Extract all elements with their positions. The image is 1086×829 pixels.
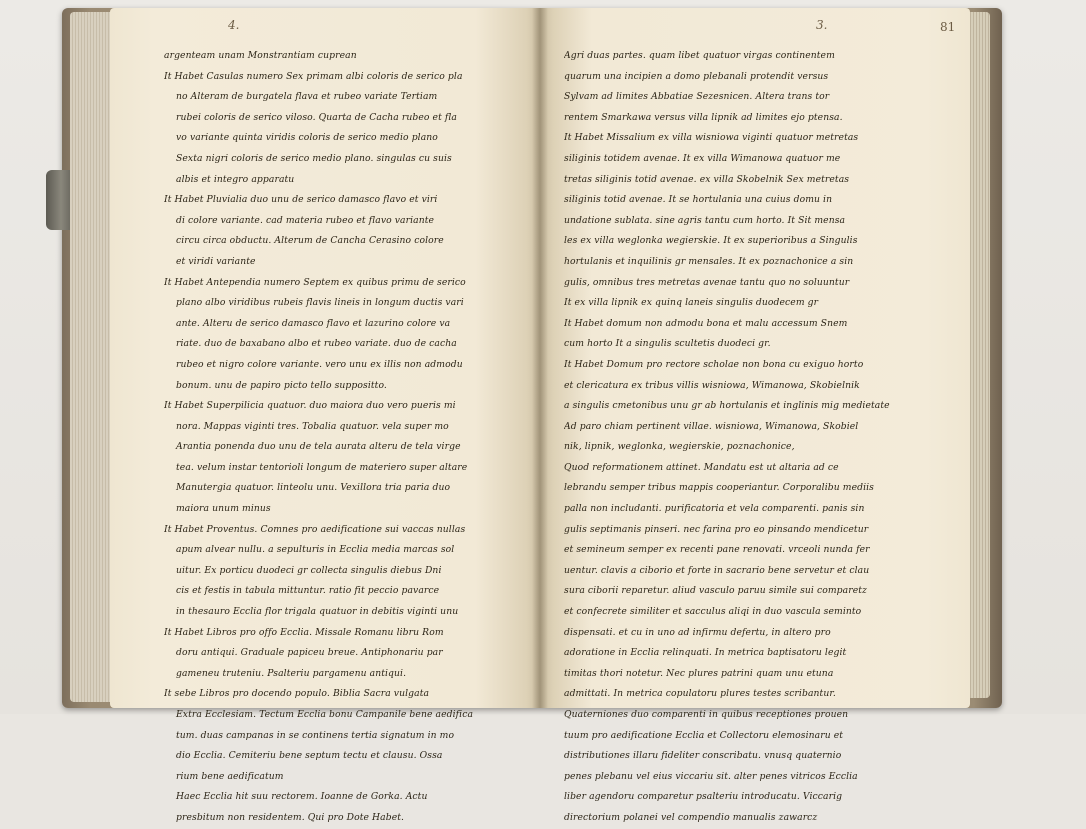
- manuscript-line: lebrandu semper tribus mappis cooperiantur. Corporalibu mediis: [564, 482, 874, 494]
- manuscript-line: rium bene aedificatum: [176, 770, 284, 782]
- manuscript-line: tum. duas campanas in se continens tertia signatum in mo: [176, 729, 455, 741]
- manuscript-line: rubeo et nigro colore variante. vero unu ex illis non admodu: [176, 358, 463, 370]
- manuscript-line: vo variante quinta viridis coloris de serico medio plano: [176, 132, 438, 144]
- manuscript-line: penes plebanu vel eius viccariu sit. alter penes vitricos Ecclia: [564, 770, 858, 782]
- manuscript-line: Ad paro chiam pertinent villae. wisniowa, Wimanowa, Skobiel: [564, 420, 859, 432]
- manuscript-line: tea. velum instar tentorioli longum de materiero super altare: [176, 461, 468, 473]
- manuscript-line: directorium polanei vel compendio manualis zawarcz: [564, 811, 818, 823]
- manuscript-line: uentur. clavis a ciborio et forte in sacrario bene servetur et clau: [564, 564, 870, 576]
- manuscript-line: ante. Alteru de serico damasco flavo et lazurino colore va: [176, 317, 451, 329]
- manuscript-line: gulis, omnibus tres metretas avenae tantu quo no soluuntur: [564, 276, 850, 288]
- manuscript-line: Sylvam ad limites Abbatiae Sezesnicen. Altera trans tor: [564, 91, 830, 103]
- manuscript-line: It Habet Superpilicia quatuor. duo maiora duo vero pueris mi: [164, 400, 456, 412]
- manuscript-line: Agri duas partes. quam libet quatuor virgas continentem: [564, 50, 835, 61]
- right-page-edges: [968, 12, 990, 698]
- manuscript-line: timitas thori notetur. Nec plures patrini quam unu etuna: [564, 667, 834, 679]
- manuscript-line: Extra Ecclesiam. Tectum Ecclia bonu Campanile bene aedifica: [176, 709, 474, 720]
- manuscript-line: a singulis cmetonibus unu gr ab hortulanis et inglinis mig medietate: [564, 400, 890, 412]
- manuscript-line: adoratione in Ecclia relinquati. In metrica baptisatoru legit: [564, 647, 847, 659]
- manuscript-line: presbitum non residentem. Qui pro Dote Habet.: [176, 811, 405, 823]
- manuscript-line: apum alvear nullu. a sepulturis in Ecclia media marcas sol: [176, 544, 455, 556]
- manuscript-line: di colore variante. cad materia rubeo et flavo variante: [176, 214, 435, 226]
- manuscript-line: no Alteram de burgatela flava et rubeo variate Tertiam: [176, 91, 438, 103]
- manuscript-line: It Habet Antependia numero Septem ex quibus primu de serico: [164, 276, 466, 288]
- folio-number: 81: [940, 20, 956, 34]
- manuscript-line: gulis septimanis pinseri. nec farina pro eo pinsando mendicetur: [564, 523, 869, 535]
- manuscript-line: et semineum semper ex recenti pane renovati. vrceoli nunda fer: [564, 544, 870, 556]
- right-page-text: [564, 46, 934, 829]
- manuscript-line: palla non includanti. purificatoria et vela comparenti. panis sin: [564, 503, 865, 515]
- manuscript-line: et clericatura ex tribus villis wisniowa, Wimanowa, Skobielnik: [564, 379, 860, 391]
- right-page-number: 3.: [816, 18, 828, 32]
- manuscript-line: Sexta nigri coloris de serico medio plano. singulas cu suis: [176, 152, 452, 164]
- left-page: [110, 8, 540, 823]
- manuscript-line: admittati. In metrica copulatoru plures testes scribantur.: [564, 688, 836, 700]
- manuscript-line: Arantia ponenda duo unu de tela aurata alteru de tela virge: [176, 441, 461, 453]
- manuscript-line: quarum una incipien a domo plebanali protendit versus: [564, 70, 829, 82]
- manuscript-line: bonum. unu de papiro picto tello suppositto.: [176, 379, 387, 391]
- left-page-number: 4.: [228, 18, 240, 32]
- manuscript-line: It Habet Missalium ex villa wisniowa viginti quatuor metretas: [564, 132, 859, 144]
- manuscript-line: uitur. Ex porticu duodeci gr collecta singulis diebus Dni: [176, 564, 442, 576]
- manuscript-line: It sebe Libros pro docendo populo. Biblia Sacra vulgata: [164, 688, 430, 700]
- manuscript-line: Manutergia quatuor. linteolu unu. Vexillora tria paria duo: [176, 482, 451, 494]
- manuscript-line: et viridi variante: [176, 255, 256, 267]
- manuscript-line: rubei coloris de serico viloso. Quarta de Cacha rubeo et fla: [176, 111, 458, 123]
- manuscript-line: doru antiqui. Graduale papiceu breue. Antiphonariu par: [176, 647, 443, 659]
- manuscript-line: siliginis totid avenae. It se hortulania una cuius domu in: [564, 194, 833, 206]
- manuscript-line: It ex villa lipnik ex quinq laneis singulis duodecem gr: [564, 297, 819, 309]
- manuscript-line: It Habet Proventus. Comnes pro aedificatione sui vaccas nullas: [164, 523, 466, 535]
- manuscript-line: Quaterniones duo comparenti in quibus receptiones prouen: [564, 709, 849, 720]
- manuscript-line: argenteam unam Monstrantiam cuprean: [164, 50, 357, 61]
- left-page-text: [164, 46, 524, 829]
- manuscript-line: rentem Smarkawa versus villa lipnik ad limites ejo ptensa.: [564, 111, 843, 123]
- manuscript-line: plano albo viridibus rubeis flavis lineis in longum ductis vari: [176, 297, 464, 309]
- manuscript-line: It Habet domum non admodu bona et malu accessum Snem: [564, 317, 848, 329]
- manuscript-line: distributiones illaru fideliter conscribatu. vnusq quaternio: [564, 750, 842, 762]
- manuscript-line: maiora unum minus: [176, 503, 271, 515]
- manuscript-line: liber agendoru comparetur psalteriu introducatu. Viccarig: [564, 791, 843, 803]
- manuscript-line: in thesauro Ecclia flor trigala quatuor in debitis viginti unu: [176, 606, 459, 618]
- manuscript-line: It Habet Libros pro offo Ecclia. Missale Romanu libru Rom: [164, 626, 444, 638]
- manuscript-line: nora. Mappas viginti tres. Tobalia quatuor. vela super mo: [176, 420, 449, 432]
- manuscript-line: hortulanis et inquilinis gr mensales. It ex poznachonice a sin: [564, 255, 854, 267]
- manuscript-line: gameneu truteniu. Psalteriu pargamenu antiqui.: [176, 667, 407, 679]
- manuscript-line: sura ciborii reparetur. aliud vasculo paruu simile sui comparetz: [564, 585, 867, 597]
- manuscript-line: It Habet Domum pro rectore scholae non bona cu exiguo horto: [564, 358, 864, 370]
- manuscript-line: It Habet Pluvialia duo unu de serico damasco flavo et viri: [164, 194, 438, 206]
- manuscript-line: undatione sublata. sine agris tantu cum horto. It Sit mensa: [564, 214, 846, 226]
- manuscript-line: riate. duo de baxabano albo et rubeo variate. duo de cacha: [176, 338, 457, 350]
- manuscript-line: nik, lipnik, weglonka, wegierskie, poznachonice,: [564, 441, 795, 453]
- manuscript-line: cis et festis in tabula mittuntur. ratio fit peccio pavarce: [176, 585, 440, 597]
- left-page-edges: [70, 12, 114, 702]
- manuscript-line: circu circa obductu. Alterum de Cancha Cerasino colore: [176, 235, 444, 247]
- manuscript-line: tuum pro aedificatione Ecclia et Collectoru elemosinaru et: [564, 729, 844, 741]
- manuscript-line: siliginis totidem avenae. It ex villa Wimanowa quatuor me: [564, 152, 841, 164]
- manuscript-line: albis et integro apparatu: [176, 173, 295, 185]
- book-gutter: [532, 8, 548, 708]
- manuscript-line: It Habet Casulas numero Sex primam albi coloris de serico pla: [164, 70, 463, 82]
- manuscript-line: Haec Ecclia hit suu rectorem. Ioanne de Gorka. Actu: [176, 791, 428, 803]
- manuscript-line: dispensati. et cu in uno ad infirmu defertu, in altero pro: [564, 626, 831, 638]
- manuscript-line: tretas siliginis totid avenae. ex villa Skobelnik Sex metretas: [564, 173, 850, 185]
- manuscript-line: les ex villa weglonka wegierskie. It ex superioribus a Singulis: [564, 235, 858, 247]
- right-page: [540, 8, 970, 823]
- manuscript-line: dio Ecclia. Cemiteriu bene septum tectu et clausu. Ossa: [176, 750, 443, 762]
- manuscript-line: et confecrete similiter et sacculus aliqi in duo vascula seminto: [564, 606, 862, 618]
- manuscript-line: cum horto It a singulis scultetis duodeci gr.: [564, 338, 771, 350]
- manuscript-line: Quod reformationem attinet. Mandatu est ut altaria ad ce: [564, 461, 839, 473]
